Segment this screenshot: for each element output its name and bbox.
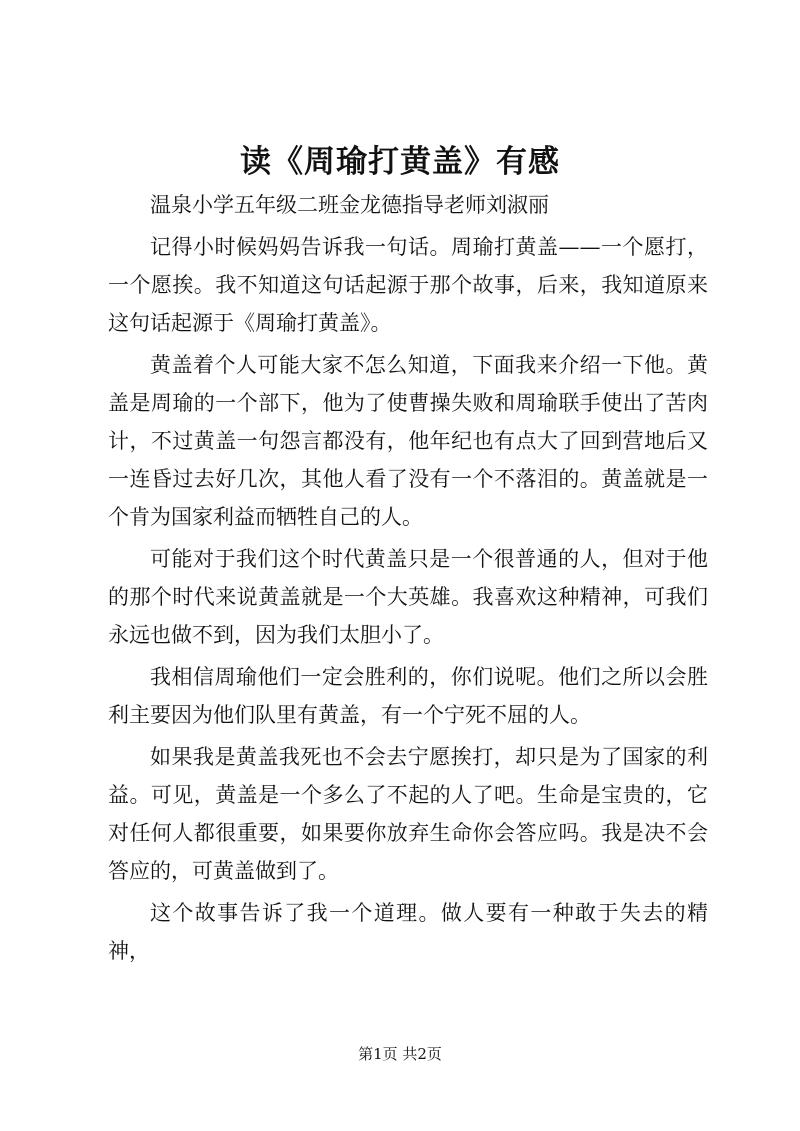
document-title: 读《周瑜打黄盖》有感: [240, 144, 560, 180]
author-byline: 温泉小学五年级二班金龙德指导老师刘淑丽: [150, 193, 549, 217]
paragraph: 记得小时候妈妈告诉我一句话。周瑜打黄盖——一个愿打，一个愿挨。我不知道这句话起源于那个故事，后来，我知道原来这句话起源于《周瑜打黄盖》。: [108, 235, 708, 335]
page-number-footer: 第1页 共2页: [358, 1045, 442, 1063]
paragraph: 可能对于我们这个时代黄盖只是一个很普通的人，但对于他的那个时代来说黄盖就是一个大英雄。我喜欢这种精神，可我们永远也做不到，因为我们太胆小了。: [108, 547, 708, 647]
paragraph: 这个故事告诉了我一个道理。做人要有一种敢于失去的精神，: [108, 901, 708, 963]
paragraph: 如果我是黄盖我死也不会去宁愿挨打，却只是为了国家的利益。可见，黄盖是一个多么了不起的人了吧。生命是宝贵的，它对任何人都很重要，如果要你放弃生命你会答应吗。我是决不会答应的，可黄盖做到了。: [108, 745, 708, 883]
paragraph: 我相信周瑜他们一定会胜利的，你们说呢。他们之所以会胜利主要因为他们队里有黄盖，有一个宁死不屈的人。: [108, 665, 708, 727]
document-body: [108, 186, 708, 974]
paragraph: 黄盖着个人可能大家不怎么知道，下面我来介绍一下他。黄盖是周瑜的一个部下，他为了使曹操失败和周瑜联手使出了苦肉计，不过黄盖一句怨言都没有，他年纪也有点大了回到营地后又一连昏过去好几次，其他人看了没有一个不落泪的。黄盖就是一个肯为国家利益而牺牲自己的人。: [108, 353, 708, 529]
